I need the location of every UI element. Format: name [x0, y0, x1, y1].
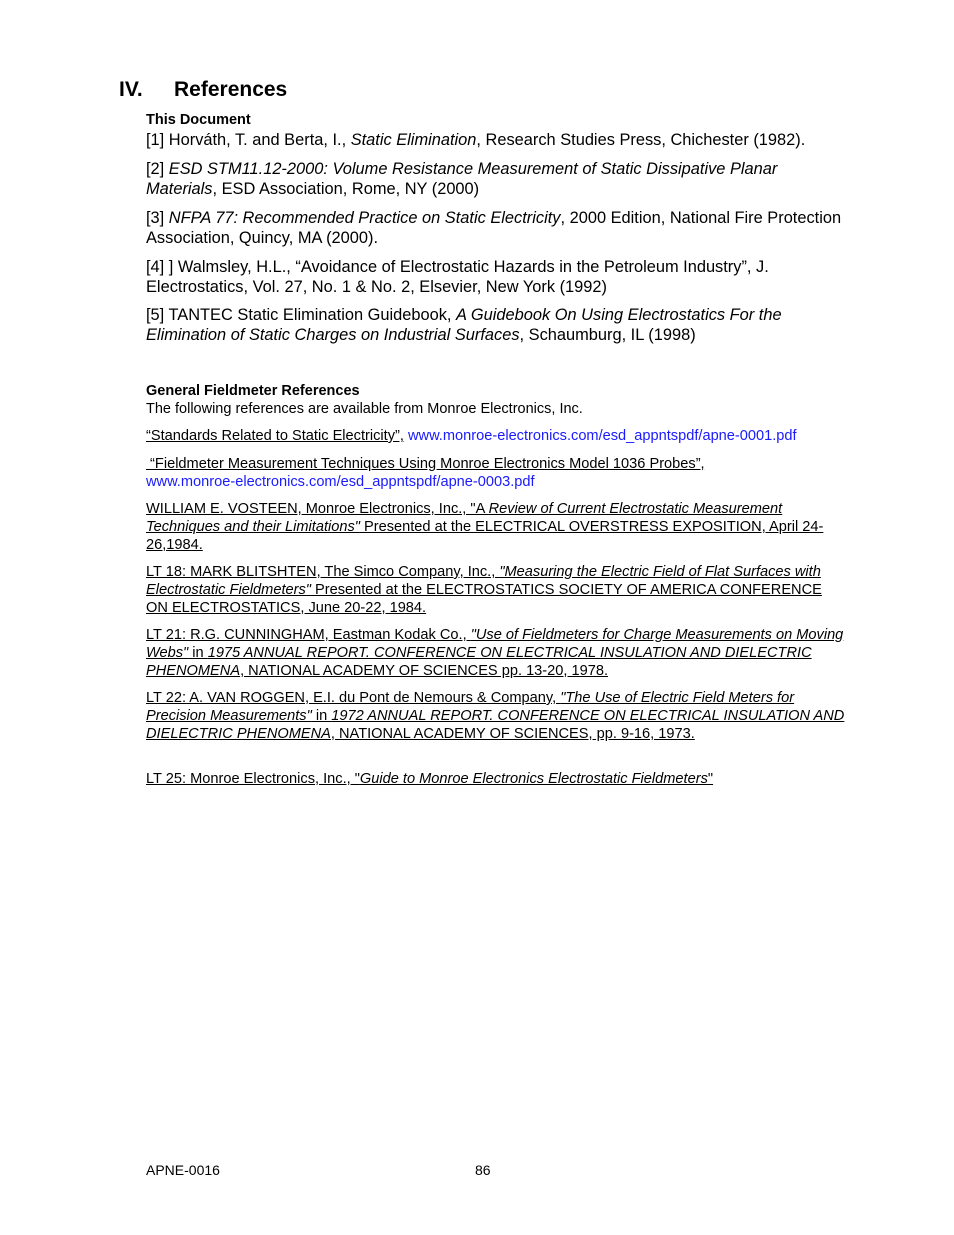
reference-4: [4] ] Walmsley, H.L., “Avoidance of Electrostatic Hazards in the Petroleum Industry”, J. Electrostatics, Vol. 27, No. 1 & No. 2, Elsevier, New York (1992): [146, 258, 769, 296]
fieldmeter-reference: LT 25: Monroe Electronics, Inc., "Guide to Monroe Electronics Electrostatic Fieldmeters": [146, 771, 714, 787]
document-link[interactable]: www.monroe-electronics.com/esd_appntspdf/apne-0003.pdf: [146, 473, 535, 490]
fieldmeter-reference: LT 21: R.G. CUNNINGHAM, Eastman Kodak Co., "Use of Fieldmeters for Charge Measurements on Moving Webs" in 1975 ANNUAL REPORT. CONFERENCE ON ELECTRICAL INSULATION AND DIELECTRIC PHENOMENA, NATIONAL ACADEMY OF SCIENCES pp. 13-20, 1978.: [146, 627, 844, 679]
fieldmeter-link-item-1: [146, 428, 846, 446]
link-title: “Standards Related to Static Electricity”,: [146, 428, 404, 444]
section-number: IV.: [119, 78, 143, 101]
reference-5: [5] TANTEC Static Elimination Guidebook, A Guidebook On Using Electrostatics For the Elimination of Static Charges on Industrial Surfaces, Schaumburg, IL (1998): [146, 306, 782, 344]
fieldmeter-intro: The following references are available from Monroe Electronics, Inc.: [146, 401, 583, 417]
fieldmeter-heading: General Fieldmeter References: [146, 383, 360, 399]
fieldmeter-reference: WILLIAM E. VOSTEEN, Monroe Electronics, Inc., "A Review of Current Electrostatic Measurement Techniques and their Limitations" Presented at the ELECTRICAL OVERSTRESS EXPOSITION, April 24-26,1984.: [146, 501, 824, 553]
reference-1: [1] Horváth, T. and Berta, I., Static Elimination, Research Studies Press, Chichester (1982).: [146, 131, 806, 149]
footer-doc-id: APNE-0016: [146, 1162, 220, 1178]
fieldmeter-reference: LT 18: MARK BLITSHTEN, The Simco Company, Inc., "Measuring the Electric Field of Flat Surfaces with Electrostatic Fieldmeters" Presented at the ELECTROSTATICS SOCIETY OF AMERICA CONFERENCE ON ELECTROSTATICS, June 20-22, 1984.: [146, 564, 822, 616]
section-heading: [119, 78, 287, 102]
fieldmeter-reference: LT 22: A. VAN ROGGEN, E.I. du Pont de Nemours & Company, "The Use of Electric Field Meters for Precision Measurements" in 1972 ANNUAL REPORT. CONFERENCE ON ELECTRICAL INSULATION AND DIELECTRIC PHENOMENA, NATIONAL ACADEMY OF SCIENCES, pp. 9-16, 1973.: [146, 690, 845, 742]
this-document-heading: This Document: [146, 112, 251, 128]
fieldmeter-link-item-2: [146, 456, 846, 492]
document-link[interactable]: www.monroe-electronics.com/esd_appntspdf/apne-0001.pdf: [408, 428, 797, 444]
footer-page-number: 86: [475, 1162, 491, 1178]
section-title: References: [174, 78, 288, 101]
reference-3: [3] NFPA 77: Recommended Practice on Static Electricity, 2000 Edition, National Fire Protection Association, Quincy, MA (2000).: [146, 209, 842, 247]
link-title: “Fieldmeter Measurement Techniques Using Monroe Electronics Model 1036 Probes”,: [146, 456, 705, 472]
reference-2: [2] ESD STM11.12-2000: Volume Resistance Measurement of Static Dissipative Planar Materials, ESD Association, Rome, NY (2000): [146, 160, 778, 198]
